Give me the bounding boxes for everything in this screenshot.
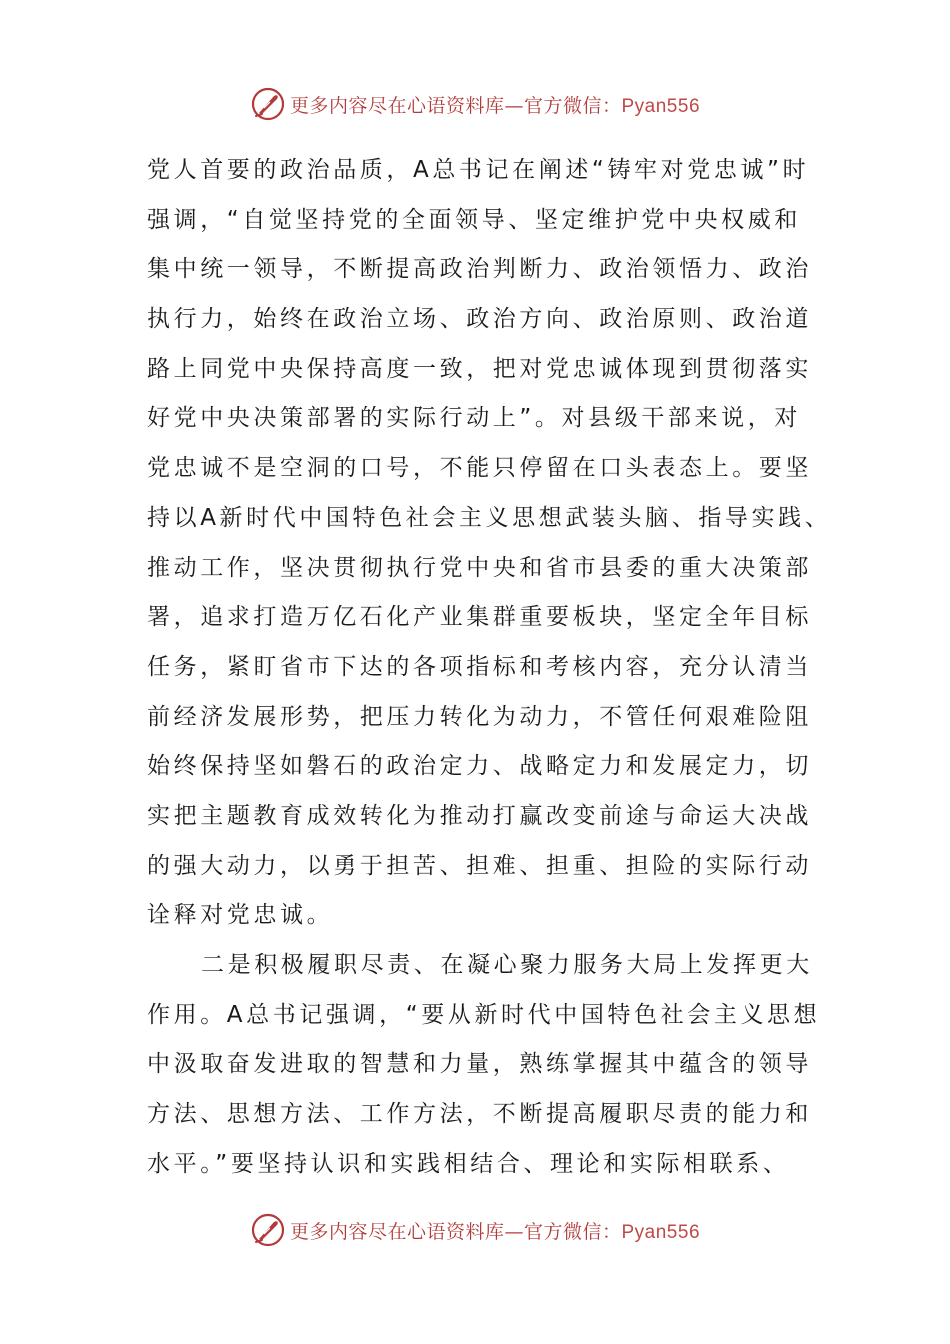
header-watermark-banner (0, 84, 950, 124)
watermark-wechat-label: 官方微信： (523, 94, 622, 117)
watermark-text (290, 1217, 700, 1244)
watermark-wechat-label: 官方微信： (523, 1220, 622, 1243)
text-line: 党忠诚不是空洞的口号，不能只停留在口头表态上。要坚 (147, 455, 812, 482)
text-line: 实把主题教育成效转化为推动打赢改变前途与命运大决战 (147, 802, 812, 829)
text-line: 中汲取奋发进取的智慧和力量，熟练掌握其中蕴含的领导 (147, 1051, 812, 1078)
paragraph-start-line: 二是积极履职尽责、在凝心聚力服务大局上发挥更大 (201, 952, 813, 978)
text-line: 集中统一领导，不断提高政治判断力、政治领悟力、政治 (147, 256, 812, 283)
quill-logo-icon (250, 86, 286, 122)
text-line: 方法、思想方法、工作方法，不断提高履职尽责的能力和 (147, 1101, 812, 1128)
watermark-site: 更多内容尽在心语资料库— (289, 94, 524, 117)
text-line: 署，追求打造万亿石化产业集群重要板块，坚定全年目标 (147, 604, 812, 631)
footer-watermark-banner (0, 1210, 950, 1250)
text-line: 持以A新时代中国特色社会主义思想武装头脑、指导实践、 (147, 504, 832, 531)
text-line: 执行力，始终在政治立场、政治方向、政治原则、政治道 (147, 306, 812, 333)
text-line: 任务，紧盯省市下达的各项指标和考核内容，充分认清当 (147, 653, 812, 680)
text-line: 始终保持坚如磐石的政治定力、战略定力和发展定力，切 (147, 753, 812, 780)
text-line: 水平。”要坚持认识和实践相结合、理论和实际相联系、 (147, 1150, 790, 1177)
text-line: 诠释对党忠诚。 (147, 902, 334, 929)
watermark-text (290, 91, 700, 118)
text-line: 好党中央决策部署的实际行动上”。对县级干部来说，对 (147, 405, 801, 432)
watermark-wechat-id: Pyan556 (621, 1221, 701, 1243)
watermark-wechat-id: Pyan556 (621, 95, 701, 117)
watermark-site: 更多内容尽在心语资料库— (289, 1220, 524, 1243)
text-line: 路上同党中央保持高度一致，把对党忠诚体现到贯彻落实 (147, 355, 812, 382)
text-line: 强调，“自觉坚持党的全面领导、坚定维护党中央权威和 (147, 206, 801, 233)
text-line: 前经济发展形势，把压力转化为动力，不管任何艰难险阻 (147, 703, 812, 730)
document-body (147, 146, 832, 1189)
text-line: 作用。A总书记强调，“要从新时代中国特色社会主义思想 (147, 1001, 821, 1028)
text-line: 推动工作，坚决贯彻执行党中央和省市县委的重大决策部 (147, 554, 812, 581)
text-line: 党人首要的政治品质，A总书记在阐述“铸牢对党忠诚”时 (147, 157, 810, 183)
text-line: 的强大动力，以勇于担苦、担难、担重、担险的实际行动 (147, 852, 812, 879)
quill-logo-icon (250, 1212, 286, 1248)
